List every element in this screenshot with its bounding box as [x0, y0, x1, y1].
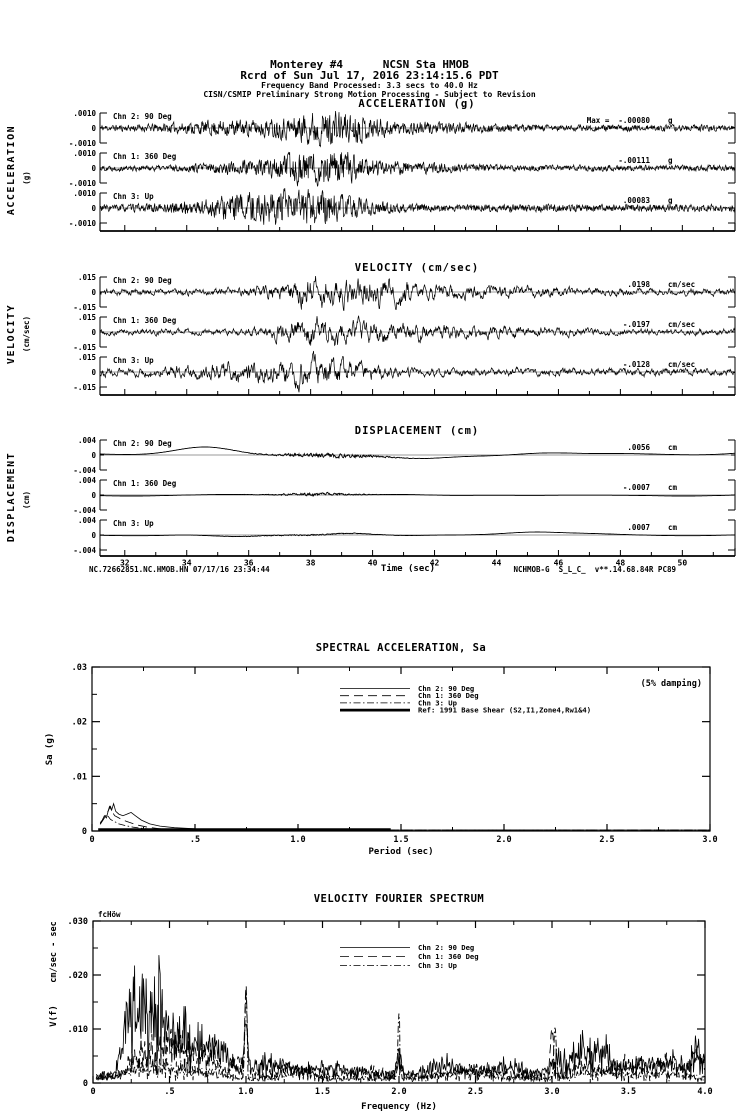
peak-unit-label: cm — [668, 443, 678, 452]
ytick-label: -.0010 — [68, 219, 96, 228]
processing-code-footer: NCHMOB-G S_L_C_ v**.14.68.84R PC89 — [513, 565, 676, 574]
channel-label: Chn 2: 90 Deg — [113, 276, 172, 285]
ytick-label: 0 — [91, 124, 96, 133]
peak-unit-label: g — [668, 196, 673, 205]
processing-disclaimer: CISN/CSMIP Preliminary Strong Motion Processing - Subject to Revision — [203, 90, 536, 99]
legend-item-label: Chn 1: 360 Deg — [418, 691, 479, 701]
channel-label: Chn 3: Up — [113, 356, 154, 365]
ytick-label: -.015 — [73, 343, 96, 352]
waveform-acceleration-ch2 — [100, 188, 735, 225]
time-tick-label: 32 — [119, 558, 130, 568]
ytick-label: -.004 — [73, 546, 96, 555]
time-tick-label: 38 — [305, 558, 316, 568]
peak-value-label: -.0197 — [622, 320, 650, 329]
velocity-title: VELOCITY (cm/sec) — [354, 262, 480, 274]
channel-label: Chn 1: 360 Deg — [113, 152, 177, 161]
frequency-band-note: Frequency Band Processed: 3.3 secs to 40.0 Hz — [261, 81, 478, 90]
xtick-label: 4.0 — [697, 1087, 713, 1097]
fourier-yaxis-name: V(f) — [49, 1005, 59, 1027]
acceleration-axis-label: ACCELERATION — [6, 124, 17, 216]
ytick-label: .0010 — [73, 149, 96, 158]
channel-label: Chn 2: 90 Deg — [113, 112, 172, 121]
legend-item-label: Chn 3: Up — [418, 961, 457, 970]
xtick-label: 0 — [90, 1087, 96, 1097]
record-id-footer: NC.72662851.NC.HMOB.HN 07/17/16 23:34:44 — [89, 565, 270, 574]
sa-yaxis-label: Sa (g) — [45, 732, 55, 766]
time-tick-label: 48 — [615, 558, 626, 568]
sa-curve-0 — [100, 804, 710, 830]
time-tick-label: 36 — [243, 558, 254, 568]
ytick-label: .0010 — [73, 189, 96, 198]
acceleration-title: ACCELERATION (g) — [358, 98, 476, 110]
channel-label: Chn 1: 360 Deg — [113, 316, 177, 325]
channel-label: Chn 2: 90 Deg — [113, 439, 172, 448]
peak-value-label: .0056 — [627, 443, 650, 452]
peak-unit-label: cm — [668, 523, 678, 532]
station-title: Monterey #4 NCSN Sta HMOB — [270, 58, 469, 71]
xtick-label: 1.5 — [393, 835, 409, 845]
ytick-label: 0 — [82, 1079, 88, 1089]
xtick-label: 2.5 — [599, 835, 615, 845]
xtick-label: 3.0 — [702, 835, 718, 845]
legend-item-label: Chn 1: 360 Deg — [418, 952, 479, 961]
channel-label: Chn 3: Up — [113, 519, 154, 528]
plot-frame — [92, 667, 710, 831]
ytick-label: .015 — [77, 353, 96, 362]
velocity-axis-label: VELOCITY — [6, 303, 17, 365]
ytick-label: .020 — [67, 971, 88, 981]
fourier-plot-title: VELOCITY FOURIER SPECTRUM — [313, 893, 485, 905]
damping-note: (5% damping) — [640, 679, 702, 689]
ytick-label: -.015 — [73, 303, 96, 312]
legend-item-label: Ref: 1991 Base Shear (S2,I1,Zone4,Rw1&4) — [418, 705, 592, 715]
ytick-label: 0 — [91, 451, 96, 460]
velocity-axis-unit: (cm/sec) — [22, 315, 31, 353]
ytick-label: .004 — [77, 516, 96, 525]
ytick-label: 0 — [91, 368, 96, 377]
peak-value-label: -.0007 — [622, 483, 650, 492]
fourier-yaxis-unit: cm/sec - sec — [49, 921, 59, 983]
displacement-title: DISPLACEMENT (cm) — [354, 425, 480, 437]
xtick-label: 0 — [89, 835, 95, 845]
ytick-label: 0 — [81, 827, 87, 837]
sa-curve-1 — [100, 806, 710, 830]
xtick-label: .5 — [189, 835, 201, 845]
displacement-axis-label: DISPLACEMENT — [6, 451, 17, 543]
ytick-label: -.0010 — [68, 179, 96, 188]
channel-label: Chn 1: 360 Deg — [113, 479, 177, 488]
waveform-displacement-ch2 — [100, 532, 735, 537]
channel-label: Chn 3: Up — [113, 192, 154, 201]
ytick-label: -.015 — [73, 383, 96, 392]
ytick-label: .030 — [67, 917, 88, 927]
peak-unit-label: g — [668, 156, 673, 165]
ytick-label: 0 — [91, 491, 96, 500]
ytick-label: 0 — [91, 164, 96, 173]
record-timestamp: Rcrd of Sun Jul 17, 2016 23:14:15.6 PDT — [240, 69, 499, 82]
time-tick-label: 44 — [491, 558, 502, 568]
ytick-label: -.004 — [73, 466, 96, 475]
ytick-label: -.0010 — [68, 139, 96, 148]
xtick-label: .5 — [164, 1087, 175, 1097]
ytick-label: .015 — [77, 313, 96, 322]
ytick-label: 0 — [91, 288, 96, 297]
xtick-label: 3.0 — [544, 1087, 560, 1097]
legend-item-label: Chn 3: Up — [418, 698, 457, 708]
acceleration-axis-unit: (g) — [22, 171, 31, 185]
time-tick-label: 42 — [429, 558, 440, 568]
waveform-velocity-ch2 — [100, 351, 735, 392]
time-tick-label: 46 — [553, 558, 564, 568]
peak-unit-label: g — [668, 116, 673, 125]
legend-item-label: Chn 2: 90 Deg — [418, 684, 475, 693]
xtick-label: 3.5 — [620, 1087, 637, 1097]
ytick-label: .02 — [71, 717, 87, 728]
sa-curve-2 — [100, 815, 710, 830]
ytick-label: .03 — [71, 663, 87, 673]
waveform-displacement-ch1 — [100, 492, 735, 496]
xtick-label: 1.0 — [238, 1087, 254, 1097]
xtick-label: 2.0 — [496, 835, 512, 845]
ytick-label: -.004 — [73, 506, 96, 515]
ytick-label: .004 — [77, 436, 96, 445]
time-tick-label: 50 — [677, 558, 688, 568]
peak-value-label: -.0128 — [622, 360, 650, 369]
sa-plot-title: SPECTRAL ACCELERATION, Sa — [315, 642, 487, 654]
peak-value-label: .0007 — [627, 523, 650, 532]
fc-corner-label: fcHöw — [98, 910, 121, 919]
peak-value-label: .00083 — [622, 196, 650, 205]
peak-value-label: .0198 — [627, 280, 650, 289]
ytick-label: .010 — [67, 1025, 88, 1035]
peak-unit-label: cm/sec — [668, 280, 696, 289]
ytick-label: 0 — [91, 204, 96, 213]
displacement-axis-unit: (cm) — [22, 490, 31, 510]
xtick-label: 1.0 — [290, 835, 306, 845]
time-tick-label: 40 — [367, 558, 378, 568]
peak-unit-label: cm — [668, 483, 678, 492]
xtick-label: 2.0 — [391, 1087, 407, 1097]
xtick-label: 2.5 — [467, 1087, 484, 1097]
ytick-label: 0 — [91, 328, 96, 337]
xtick-label: 1.5 — [314, 1087, 331, 1097]
peak-unit-label: cm/sec — [668, 360, 696, 369]
ytick-label: .015 — [77, 273, 96, 282]
peak-unit-label: cm/sec — [668, 320, 696, 329]
ytick-label: .0010 — [73, 109, 96, 118]
ytick-label: .01 — [71, 772, 87, 783]
peak-value-label: Max = -.00080 — [586, 116, 650, 125]
peak-value-label: -.00111 — [618, 156, 650, 165]
time-tick-label: 34 — [181, 558, 192, 568]
ytick-label: .004 — [77, 476, 96, 485]
sa-xaxis-label: Period (sec) — [368, 847, 434, 857]
fourier-xaxis-label: Frequency (Hz) — [361, 1102, 437, 1112]
legend-item-label: Chn 2: 90 Deg — [418, 943, 475, 952]
ytick-label: 0 — [91, 531, 96, 540]
time-axis-label: Time (sec) — [380, 564, 436, 574]
